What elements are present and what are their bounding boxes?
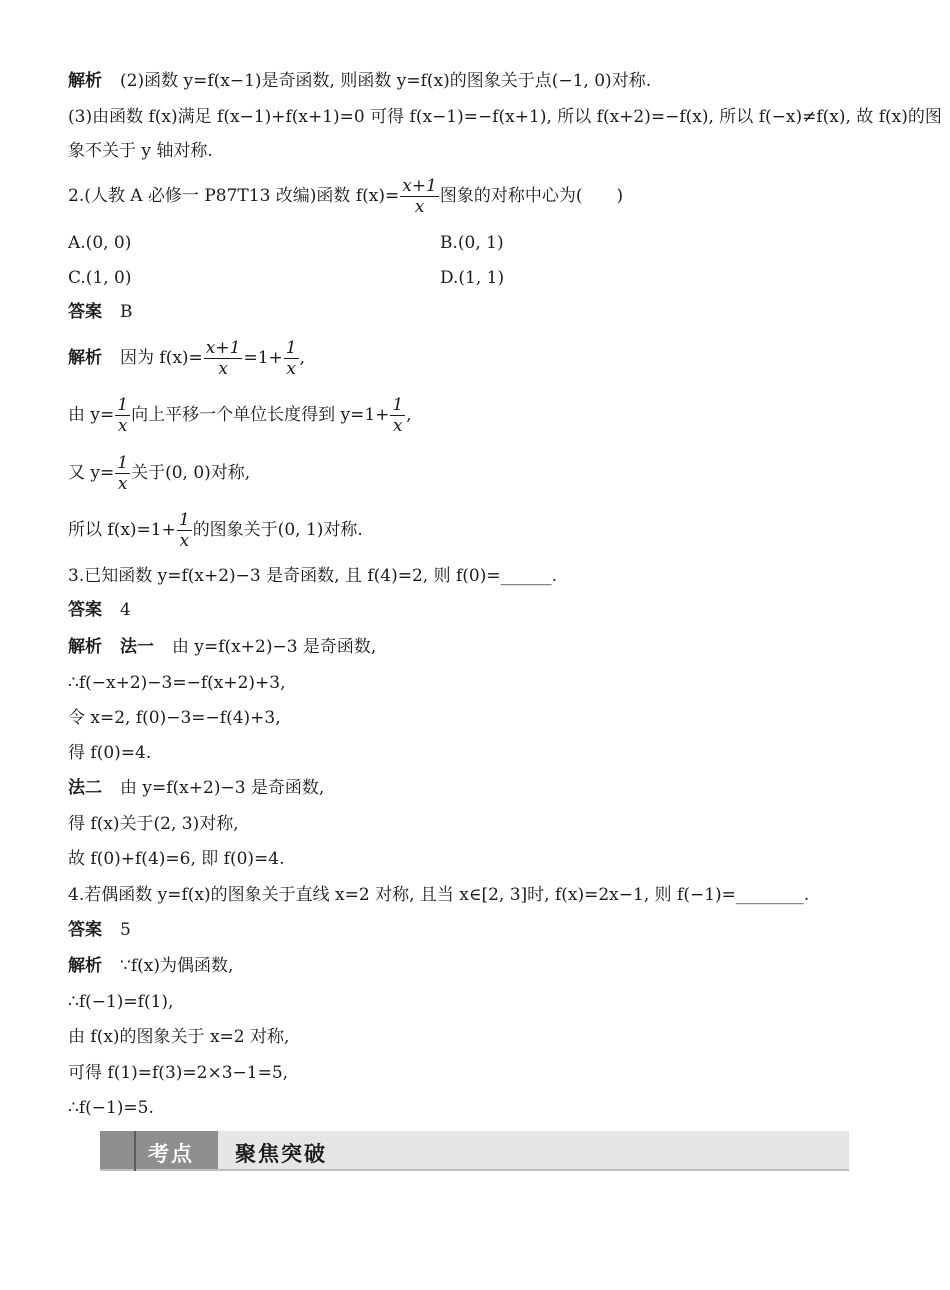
fraction-denominator: x <box>117 416 128 436</box>
answer-tag: 答案 <box>68 920 102 940</box>
option-b: B.(0, 1) <box>440 233 504 253</box>
solution-tag: 解析 <box>68 956 102 976</box>
fraction-numerator: 1 <box>285 338 297 358</box>
fraction-numerator: x+1 <box>402 176 437 196</box>
answer-line <box>68 301 133 323</box>
fraction <box>400 176 439 217</box>
solution-line: 由 f(x)的图象关于 x=2 对称, <box>68 1027 290 1047</box>
solution-text: 又 y= <box>68 463 115 483</box>
option-c: C.(1, 0) <box>68 268 132 288</box>
answer-value: 5 <box>120 920 131 940</box>
banner-title: 聚焦突破 <box>235 1142 327 1166</box>
solution-text: 因为 f(x)= <box>120 348 203 368</box>
fraction-numerator: x+1 <box>205 338 241 358</box>
fraction <box>177 510 192 551</box>
fraction-denominator: x <box>179 531 190 551</box>
solution-line: ∴f(−1)=5. <box>68 1098 154 1118</box>
solution-text: (2)函数 y=f(x−1)是奇函数, 则函数 y=f(x)的图象关于点(−1, 0)对称. <box>120 71 652 91</box>
fraction-numerator: 1 <box>117 395 129 415</box>
fraction-denominator: x <box>218 359 228 379</box>
solution-text: 的图象关于(0, 1)对称. <box>192 520 363 540</box>
fraction-denominator: x <box>117 474 128 494</box>
solution-text: =1+ <box>243 348 283 368</box>
solution-tag: 解析 <box>68 637 102 657</box>
option-a: A.(0, 0) <box>68 233 132 253</box>
solution-line: 可得 f(1)=f(3)=2×3−1=5, <box>68 1063 289 1083</box>
solution-line <box>68 636 376 658</box>
solution-text: 关于(0, 0)对称, <box>131 463 251 483</box>
solution-line: 得 f(0)=4. <box>68 743 152 763</box>
answer-value: B <box>120 302 133 322</box>
fraction-denominator: x <box>393 416 403 436</box>
solution-tag: 解析 <box>68 348 102 368</box>
solution-text: 向上平移一个单位长度得到 y=1+ <box>131 405 390 425</box>
solution-text: 由 y= <box>68 405 115 425</box>
question-3: 3.已知函数 y=f(x+2)−3 是奇函数, 且 f(4)=2, 则 f(0)=______. <box>68 566 558 586</box>
solution-text: ∵f(x)为偶函数, <box>120 956 234 976</box>
question-text: 2.(人教 A 必修一 P87T13 改编)函数 f(x)= <box>68 186 400 206</box>
solution-line <box>68 508 363 552</box>
solution-line <box>68 336 305 380</box>
solution-line: (3)由函数 f(x)满足 f(x−1)+f(x+1)=0 可得 f(x−1)=−f(x+1), 所以 f(x+2)=−f(x), 所以 f(−x)≠f(x), 故 f(x)的图 <box>68 107 942 127</box>
solution-line <box>68 393 412 437</box>
question-2 <box>68 174 623 218</box>
method-tag: 法二 <box>68 778 102 798</box>
solution-line <box>68 955 233 977</box>
answer-line <box>68 919 131 941</box>
solution-line: ∴f(−1)=f(1), <box>68 992 174 1012</box>
fraction <box>115 395 130 436</box>
solution-text: 所以 f(x)=1+ <box>68 520 176 540</box>
question-text: 图象的对称中心为( ) <box>439 186 624 206</box>
fraction <box>115 453 130 494</box>
solution-line <box>68 70 651 92</box>
answer-tag: 答案 <box>68 600 102 620</box>
section-banner <box>100 1131 849 1171</box>
solution-line: 故 f(0)+f(4)=6, 即 f(0)=4. <box>68 849 285 869</box>
solution-line <box>68 451 250 495</box>
fraction-denominator: x <box>286 359 296 379</box>
banner-tab-label: 考点 <box>148 1142 194 1166</box>
option-d: D.(1, 1) <box>440 268 505 288</box>
fraction-denominator: x <box>414 197 425 217</box>
solution-line: ∴f(−x+2)−3=−f(x+2)+3, <box>68 673 286 693</box>
fraction-numerator: 1 <box>392 395 404 415</box>
fraction <box>204 338 243 379</box>
fraction-numerator: 1 <box>117 453 129 473</box>
fraction <box>390 395 405 436</box>
solution-tag: 解析 <box>68 71 102 91</box>
answer-value: 4 <box>120 600 131 620</box>
fraction-numerator: 1 <box>178 510 190 530</box>
method-tag: 法一 <box>120 637 154 657</box>
solution-line <box>68 777 324 799</box>
question-4: 4.若偶函数 y=f(x)的图象关于直线 x=2 对称, 且当 x∈[2, 3]时, f(x)=2x−1, 则 f(−1)=________. <box>68 885 810 905</box>
solution-text: , <box>406 405 412 425</box>
answer-tag: 答案 <box>68 302 102 322</box>
solution-line: 得 f(x)关于(2, 3)对称, <box>68 814 239 834</box>
solution-text: 由 y=f(x+2)−3 是奇函数, <box>172 637 377 657</box>
banner-divider <box>134 1131 136 1171</box>
solution-line: 令 x=2, f(0)−3=−f(4)+3, <box>68 708 281 728</box>
solution-text: 由 y=f(x+2)−3 是奇函数, <box>120 778 325 798</box>
answer-line <box>68 599 131 621</box>
solution-text: , <box>299 348 305 368</box>
fraction <box>284 338 299 379</box>
solution-line: 象不关于 y 轴对称. <box>68 141 213 161</box>
